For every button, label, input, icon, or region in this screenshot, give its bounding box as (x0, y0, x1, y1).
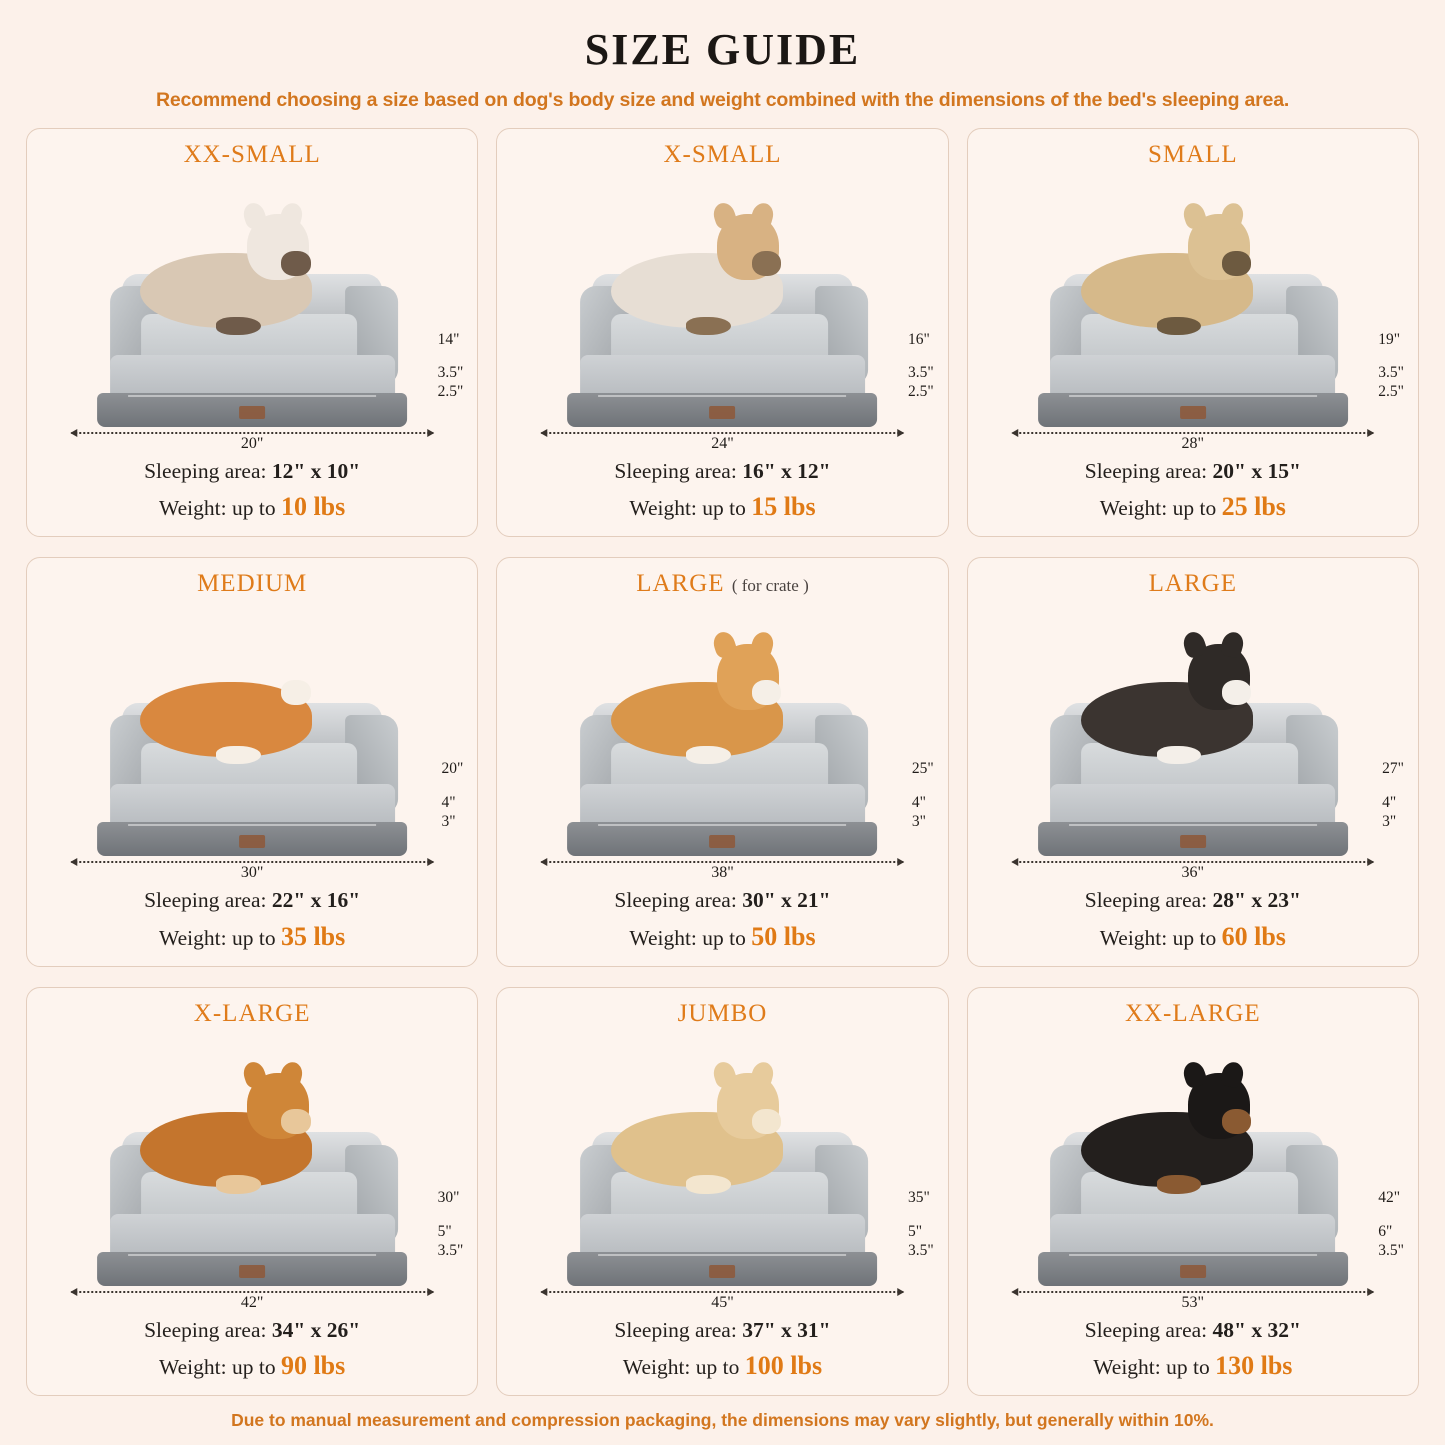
sleeping-area-label: Sleeping area: (144, 888, 267, 913)
bed-seam (128, 395, 376, 397)
animal-paw (216, 746, 261, 764)
weight-value: 50 lbs (751, 921, 816, 951)
bed-mattress-height: 3.5" (1378, 1241, 1404, 1259)
bed-figure (37, 598, 467, 882)
bed-total-height: 20" (441, 759, 464, 777)
card-size-name: XX-LARGE (1124, 999, 1261, 1027)
bed-figure (507, 598, 937, 882)
weight-line (614, 1346, 830, 1385)
sleeping-area-value: 48" x 32" (1212, 1317, 1301, 1342)
dog-illustration-french-bulldog (1081, 214, 1253, 328)
sleeping-area-value: 16" x 12" (742, 459, 831, 484)
bed-bolster-height: 4" (441, 793, 456, 811)
dog-illustration-rottweiler (1081, 1073, 1253, 1187)
card-size-name: LARGE (1148, 570, 1237, 598)
weight-line (144, 1346, 360, 1385)
brand-tag (709, 1265, 735, 1278)
sleeping-area-label: Sleeping area: (1084, 888, 1208, 913)
card-specs (144, 455, 360, 526)
card-title (1148, 141, 1238, 169)
bed-width-label: 38" (711, 864, 734, 882)
card-title-note: ( for crate ) (731, 576, 809, 596)
width-dimension (1012, 424, 1373, 453)
bed-width-label: 24" (711, 435, 734, 453)
width-measure-bar (542, 424, 903, 434)
sleeping-area-label: Sleeping area: (614, 888, 737, 913)
width-dimension (1012, 1283, 1373, 1312)
card-size-name: LARGE (636, 570, 725, 598)
bed-total-height: 14" (437, 330, 460, 348)
card-specs (614, 455, 830, 526)
animal-snout (281, 680, 310, 705)
size-card (26, 128, 478, 537)
bed-mattress-height: 3.5" (437, 1241, 464, 1259)
weight-label: Weight: (629, 925, 697, 950)
weight-upto-label: up to (702, 496, 746, 521)
bed-width-label: 30" (240, 864, 264, 882)
width-measure-bar (71, 424, 432, 434)
sleeping-area-value: 34" x 26" (271, 1317, 361, 1342)
weight-value: 10 lbs (280, 492, 346, 522)
size-card (967, 557, 1419, 966)
weight-line (144, 487, 360, 526)
width-measure-bar (1012, 1283, 1373, 1293)
weight-upto-label: up to (1172, 925, 1217, 950)
brand-tag (709, 835, 735, 848)
width-dimension (542, 424, 903, 453)
bed-seam (599, 1254, 847, 1256)
width-dimension (71, 424, 432, 453)
bed-total-height: 27" (1382, 759, 1404, 777)
sleeping-area-value: 22" x 16" (271, 888, 361, 913)
bed-figure (978, 598, 1408, 882)
bed-bolster-height: 4" (911, 793, 926, 811)
bed-width-label: 36" (1181, 864, 1205, 882)
bed-mattress-height: 3.5" (907, 1241, 934, 1259)
sleeping-area-line (614, 455, 830, 487)
sleeping-area-line (1085, 455, 1301, 487)
card-specs (614, 884, 830, 955)
size-card (496, 128, 948, 537)
weight-value: 90 lbs (280, 1351, 346, 1380)
bed-seam (599, 824, 847, 826)
bed-seam (1069, 395, 1317, 397)
weight-value: 15 lbs (751, 492, 816, 522)
card-size-name: MEDIUM (197, 570, 308, 598)
brand-tag (239, 406, 265, 419)
card-title (194, 1000, 311, 1028)
weight-line (1085, 1346, 1301, 1385)
sleeping-area-line (614, 884, 830, 916)
weight-label: Weight: (159, 925, 227, 950)
brand-tag (709, 406, 735, 419)
sleeping-area-label: Sleeping area: (144, 459, 267, 484)
width-dimension (71, 853, 432, 882)
bed-total-height: 19" (1378, 330, 1401, 348)
animal-paw (1157, 317, 1202, 335)
sleeping-area-label: Sleeping area: (144, 1317, 267, 1342)
sleeping-area-line (1085, 884, 1301, 916)
weight-label: Weight: (622, 1355, 691, 1379)
animal-paw (686, 317, 731, 335)
width-measure-bar (71, 1283, 432, 1293)
brand-tag (1180, 1265, 1206, 1278)
footnote: Due to manual measurement and compression packaging, the dimensions may vary slightly, but generally within 10%. (231, 1410, 1214, 1430)
sleeping-area-label: Sleeping area: (614, 459, 737, 484)
size-card (26, 987, 478, 1396)
bed-total-height: 42" (1378, 1189, 1401, 1207)
weight-line (614, 917, 830, 956)
height-dimensions (908, 331, 934, 401)
card-specs (1085, 1314, 1301, 1385)
bed-width-label: 53" (1181, 1293, 1205, 1311)
width-dimension (542, 1283, 903, 1312)
weight-value: 35 lbs (280, 921, 346, 951)
height-dimensions (438, 331, 464, 401)
bed-mattress-height: 3" (1382, 812, 1397, 830)
bed-bolster-height: 3.5" (907, 364, 934, 382)
width-measure-bar (542, 853, 903, 863)
bed-mattress-height: 2.5" (437, 383, 464, 401)
weight-value: 25 lbs (1221, 492, 1286, 522)
bed-seam (1069, 824, 1317, 826)
weight-label: Weight: (1099, 925, 1168, 950)
width-measure-bar (1012, 853, 1373, 863)
bed-bolster-height: 3.5" (1378, 364, 1404, 382)
animal-snout (752, 1109, 781, 1134)
weight-upto-label: up to (1172, 496, 1217, 521)
card-specs (614, 1314, 830, 1385)
brand-tag (1180, 835, 1206, 848)
sleeping-area-line (144, 455, 360, 487)
bed-figure (978, 1028, 1408, 1312)
weight-value: 100 lbs (744, 1351, 823, 1380)
sleeping-area-label: Sleeping area: (1084, 1317, 1208, 1342)
bed-figure (507, 169, 937, 453)
weight-label: Weight: (1099, 496, 1168, 521)
card-size-name: XX-SMALL (183, 141, 321, 168)
bed-total-height: 35" (907, 1189, 930, 1207)
width-dimension (71, 1283, 432, 1312)
size-card-grid (26, 128, 1419, 1396)
weight-line (1085, 487, 1301, 526)
width-dimension (542, 853, 903, 882)
weight-label: Weight: (629, 496, 697, 521)
card-size-name: X-SMALL (663, 141, 782, 168)
bed-seam (1069, 1254, 1317, 1256)
weight-line (1085, 917, 1301, 956)
weight-upto-label: up to (1166, 1355, 1210, 1379)
animal-snout (281, 1109, 310, 1134)
width-measure-bar (1012, 424, 1373, 434)
weight-label: Weight: (1093, 1355, 1161, 1379)
width-dimension (1012, 853, 1373, 882)
height-dimensions (1378, 1189, 1404, 1259)
card-title (1125, 1000, 1261, 1028)
bed-mattress-height: 3" (911, 812, 926, 830)
card-specs (1085, 455, 1301, 526)
bed-mattress-height: 2.5" (907, 383, 934, 401)
weight-upto-label: up to (231, 925, 276, 950)
animal-snout (752, 680, 781, 705)
bed-figure (37, 169, 467, 453)
size-card (26, 557, 478, 966)
weight-value: 60 lbs (1221, 921, 1286, 951)
dog-illustration-golden-retriever (140, 1073, 312, 1187)
dog-illustration-cat (140, 214, 312, 328)
animal-snout (1222, 680, 1251, 705)
page-subtitle: Recommend choosing a size based on dog's body size and weight combined with the dimensions of the bed's sleeping area. (155, 89, 1290, 111)
bed-total-height: 30" (437, 1189, 460, 1207)
sleeping-area-line (1085, 1314, 1301, 1346)
size-card (967, 987, 1419, 1396)
sleeping-area-value: 20" x 15" (1212, 459, 1301, 484)
bed-total-height: 16" (907, 330, 930, 348)
bed-seam (599, 395, 847, 397)
card-size-name: JUMBO (677, 999, 768, 1027)
bed-seam (128, 1254, 376, 1256)
weight-upto-label: up to (695, 1355, 740, 1379)
bed-figure (37, 1028, 467, 1312)
bed-width-label: 28" (1181, 435, 1205, 453)
animal-snout (752, 251, 781, 276)
sleeping-area-value: 28" x 23" (1212, 888, 1301, 913)
weight-label: Weight: (159, 1355, 227, 1379)
height-dimensions (1378, 331, 1404, 401)
bed-total-height: 25" (911, 759, 934, 777)
bed-bolster-height: 5" (437, 1223, 452, 1241)
size-card (967, 128, 1419, 537)
animal-paw (686, 1175, 731, 1193)
height-dimensions (1382, 760, 1404, 830)
sleeping-area-label: Sleeping area: (614, 1317, 737, 1342)
card-title (184, 141, 321, 169)
weight-line (614, 487, 830, 526)
sleeping-area-value: 12" x 10" (271, 459, 361, 484)
weight-line (144, 917, 360, 956)
bed-figure (507, 1028, 937, 1312)
size-card (496, 987, 948, 1396)
bed-bolster-height: 4" (1382, 793, 1397, 811)
dog-illustration-labrador (611, 1073, 783, 1187)
weight-upto-label: up to (231, 1355, 276, 1379)
card-size-name: SMALL (1147, 141, 1238, 168)
width-measure-bar (542, 1283, 903, 1293)
dog-illustration-shiba-inu (611, 644, 783, 758)
card-specs (1085, 884, 1301, 955)
bed-width-label: 42" (240, 1293, 264, 1311)
height-dimensions (438, 1189, 464, 1259)
weight-label: Weight: (159, 496, 227, 521)
animal-snout (1222, 251, 1251, 276)
card-title (636, 570, 809, 598)
animal-snout (1222, 1109, 1251, 1134)
card-specs (144, 1314, 360, 1385)
weight-upto-label: up to (231, 496, 276, 521)
animal-paw (216, 317, 261, 335)
height-dimensions (442, 760, 464, 830)
dog-illustration-shih-tzu (611, 214, 783, 328)
card-title (663, 141, 781, 169)
size-card (496, 557, 948, 966)
weight-value: 130 lbs (1215, 1351, 1293, 1380)
bed-bolster-height: 5" (907, 1223, 923, 1241)
height-dimensions (912, 760, 934, 830)
bed-mattress-height: 3" (441, 812, 456, 830)
sleeping-area-line (614, 1314, 830, 1346)
animal-paw (216, 1175, 261, 1193)
sleeping-area-value: 30" x 21" (742, 888, 831, 913)
brand-tag (1180, 406, 1206, 419)
sleeping-area-line (144, 884, 360, 916)
dog-illustration-border-collie (1081, 644, 1253, 758)
bed-seam (128, 824, 376, 826)
bed-bolster-height: 6" (1378, 1223, 1393, 1241)
card-size-name: X-LARGE (193, 999, 311, 1027)
card-title (197, 570, 307, 598)
animal-paw (1157, 1175, 1202, 1193)
bed-bolster-height: 3.5" (437, 364, 464, 382)
sleeping-area-label: Sleeping area: (1084, 459, 1208, 484)
card-title (1149, 570, 1237, 598)
bed-width-label: 20" (240, 435, 264, 453)
card-specs (144, 884, 360, 955)
brand-tag (239, 835, 265, 848)
bed-width-label: 45" (711, 1293, 734, 1311)
sleeping-area-line (144, 1314, 360, 1346)
sleeping-area-value: 37" x 31" (742, 1317, 831, 1342)
card-title (678, 1000, 768, 1028)
page-title: SIZE GUIDE (584, 25, 861, 74)
dog-illustration-corgi (140, 644, 312, 758)
bed-figure (978, 169, 1408, 453)
animal-snout (281, 251, 310, 276)
bed-mattress-height: 2.5" (1378, 383, 1404, 401)
weight-upto-label: up to (702, 925, 746, 950)
brand-tag (239, 1265, 265, 1278)
height-dimensions (908, 1189, 934, 1259)
width-measure-bar (71, 853, 432, 863)
